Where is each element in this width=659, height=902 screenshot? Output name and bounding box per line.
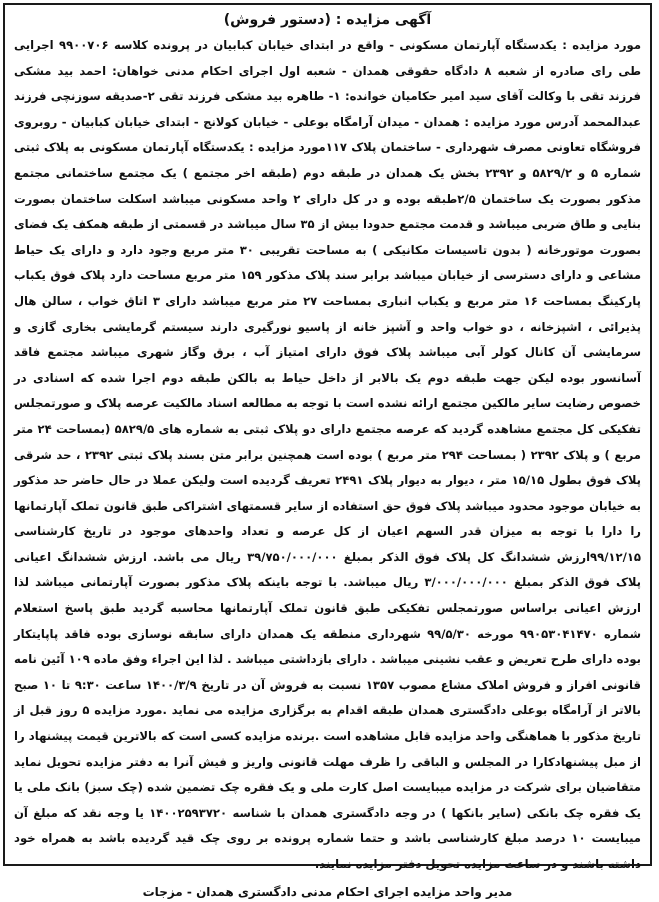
notice-signature: مدیر واحد مزایده اجرای احکام مدنی دادگستری همدان - مزجات [142,884,513,899]
auction-notice [3,3,652,899]
notice-title: آگهی مزایده : (دستور فروش) [223,12,432,28]
notice-body: مورد مزایده : یکدستگاه آپارتمان مسکونی - واقع در ابتدای خیابان کبابیان در پرونده کلاسه ۹۹۰۰۷۰۶ اجرایی طی رای صادره از شعبه ۸ دادگاه حقوقی همدان - شعبه اول اجرای احکام مدنی خواهان: احمد بید مشکی فرزند تقی با وکالت آقای سید امیر حکامیان خوانده: ۱- طاهره بید مشکی فرزند تقی ۲-صدیقه سوزنچی فرزند عبدالمحمد آدرس مورد مزایده : همدان - میدان آرامگاه بوعلی - خیابان کولانج - ابتدای خیابان کبابیان - روبروی فروشگاه تعاونی مصرف شهرداری - ساختمان پلاک ۱۱۷مورد مزایده : یکدستگاه آپارتمان مسکونی به پلاک ثبتی شماره ۵ و ۵۸۲۹/۲ و ۲۳۹۲ بخش یک همدان در طبقه دوم (طبقه اخر مجتمع ) یک مجتمع ساختمانی مجتمع مذکور بصورت یک ساختمان ۲/۵طبقه بوده و در کل دارای ۲ واحد مسکونی میباشد اسکلت ساختمان بصورت بنایی و طاق ضربی میباشد و قدمت مجتمع حدودا بیش از ۳۵ سال میباشد در قسمتی از طبقه همکف یک فضای بصورت موتورخانه ( بدون تاسیسات مکانیکی ) به مساحت تقریبی ۳۰ متر مربع وجود دارد و دارای یک حیاط مشاعی و دارای دسترسی از خیابان میباشد برابر سند پلاک مذکور ۱۵۹ متر مربع مساحت دارد پلاک فوق یکباب پارکینگ بمساحت ۱۶ متر مربع و یکباب انباری بمساحت ۲۷ متر مربع میباشد دارای ۳ اتاق خواب ، سالن هال پذیرائی ، اشپزخانه ، دو خواب واحد و آشپز خانه از پاسیو نورگیری دارند سیستم گرمایشی بخاری گازی و سرمایشی آن کانال کولر آبی میباشد پلاک فوق دارای امتیاز آب ، برق وگاز شهری میباشد مجتمع فاقد آسانسور بوده لیکن جهت طبقه دوم یک بالابر از داخل حیاط به بالکن طبقه دوم اجرا شده که اسنادی در خصوص رضایت سایر مالکین مجتمع ارائه نشده است با توجه به مطالعه اسناد مالکیت عرصه پلاک و صورتمجلس تفکیکی کل مجتمع مشاهده گردید که عرصه مجتمع دارای دو پلاک ثبتی به شماره های ۵۸۲۹/۵ (بمساحت ۲۴ متر مربع ) و پلاک ۲۳۹۲ ( بمساحت ۲۹۴ متر مربع ) بوده است همچنین برابر متن بسند پلاک ثبتی ۲۳۹۲ ، حد شرقی پلاک فوق بطول ۱۵/۱۵ متر ، دیوار به دیوار پلاک ۲۴۹۱ تعریف گردیده است ولیکن عملا در حال حاضر حد مذکور به خیابان موجود محدود میباشد پلاک فوق حق استفاده از سایر قسمتهای اشتراکی طبق قانون تملک آپارتمانها را دارا با توجه به میزان قدر السهم اعیان از کل عرصه و تعداد واحدهای موجود در تاریخ کارشناسی ۹۹/۱۲/۱۵ارزش ششدانگ کل پلاک فوق الذکر بمبلغ ۳۹/۷۵۰/۰۰۰/۰۰۰ ریال می باشد. ارزش ششدانگ اعیانی پلاک فوق الذکر بمبلغ ۳/۰۰۰/۰۰۰/۰۰۰ ریال میباشد. با توجه باینکه پلاک مذکور بصورت آپارتمانی میباشد لذا ارزش اعیانی براساس صورتمجلس تفکیکی طبق قانون تملک آپارتمانها محاسبه گردید طبق پاسخ استعلام شماره ۹۹۰۵۳۰۴۱۴۷۰ مورخه ۹۹/۵/۳۰ شهرداری منطقه یک همدان دارای سابقه نوسازی بوده فاقد پاپایتکار بوده دارای طرح تعریض و عقب نشینی میباشد . دارای بازداشتی میباشد . لذا این اجراء وفق ماده ۱۰۹ آئین نامه قانونی افراز و فروش املاک مشاع مصوب ۱۳۵۷ نسبت به فروش آن در تاریخ ۱۴۰۰/۳/۹ ساعت ۹:۳۰ تا ۱۰ صبح بالاتر از آرامگاه بوعلی دادگستری همدان طبقه اقدام به برگزاری مزایده می نماید .مورد مزایده ۵ روز قبل از تاریخ مذکور با هماهنگی واحد مزایده قابل مشاهده است .برنده مزایده کسی است که بالاترین قیمت پیشنهاد را از مبل پیشنهادکارا در المجلس و الباقی را ظرف مهلت قانونی واریز و فیش آنرا به دفتر مزایده تحویل نماید متقاضیان برای شرکت در مزایده میبایست اصل کارت ملی و یک فقره چک تضمین شده (چک سبز) بانک ملی یا یک فقره چک بانکی (سایر بانکها ) در وجه دادگستری همدان با شناسه ۱۴۰۰۲۵۹۳۷۲۰ یا وجه نقد که مبلغ آن میبایست ۱۰ درصد مبلغ کارشناسی باشد و حتما شماره پرونده بر روی چک قید گردیده باشد به همراه خود داشته باشند و در ساعت مزایده تحویل دفتر مزایده نمایند. [14,38,642,871]
